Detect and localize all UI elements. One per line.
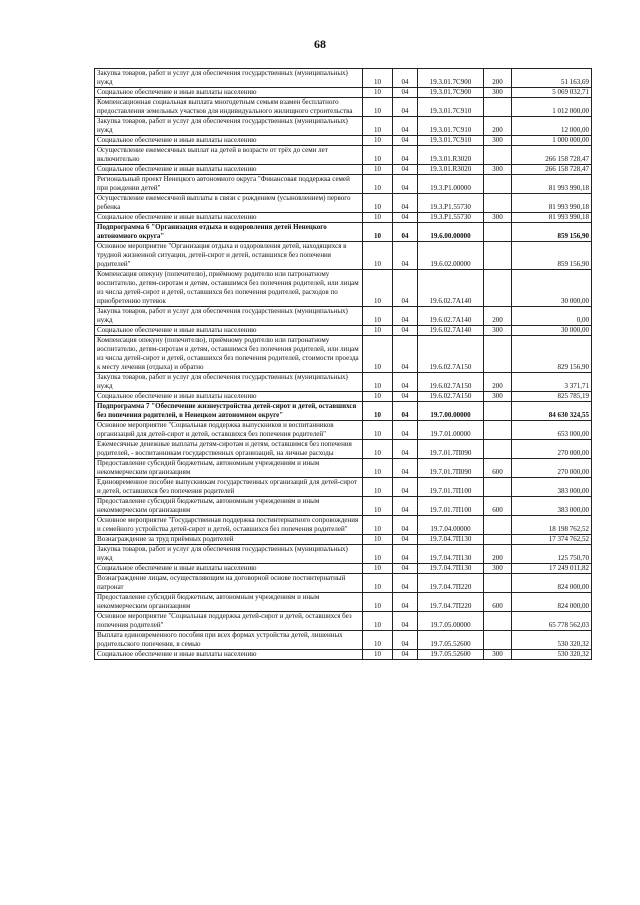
amount-cell: 0,00 xyxy=(512,307,592,326)
row-name-cell: Закупка товаров, работ и услуг для обеспечения государственных (муниципальных) нужд xyxy=(95,373,363,392)
row-name-cell: Осуществление ежемесячных выплат на детей в возрасте от трёх до семи лет включительно xyxy=(95,146,363,165)
section-cell: 10 xyxy=(363,535,393,545)
amount-cell: 530 320,32 xyxy=(512,650,592,660)
subsection-cell: 04 xyxy=(393,631,418,650)
expense-type-cell xyxy=(484,421,512,440)
table-row xyxy=(95,223,592,242)
expense-type-cell: 300 xyxy=(484,650,512,660)
subsection-cell: 04 xyxy=(393,440,418,459)
expense-type-cell xyxy=(484,270,512,307)
section-cell: 10 xyxy=(363,478,393,497)
table-row xyxy=(95,69,592,88)
amount-cell: 84 630 324,55 xyxy=(512,402,592,421)
section-cell: 10 xyxy=(363,242,393,270)
table-row xyxy=(95,631,592,650)
target-code-cell: 19.7.04.7П220 xyxy=(418,574,484,593)
target-code-cell: 19.7.00.00000 xyxy=(418,402,484,421)
amount-cell: 383 000,00 xyxy=(512,497,592,516)
subsection-cell: 04 xyxy=(393,223,418,242)
table-row xyxy=(95,650,592,660)
section-cell: 10 xyxy=(363,270,393,307)
row-name-cell: Социальное обеспечение и иные выплаты населению xyxy=(95,392,363,402)
row-name-cell: Подпрограмма 7 "Обеспечение жизнеустройства детей-сирот и детей, оставшихся без попечения родителей, в Ненецком автономном округе" xyxy=(95,402,363,421)
amount-cell: 383 000,00 xyxy=(512,478,592,497)
row-name-cell: Вознаграждение за труд приёмных родителей xyxy=(95,535,363,545)
amount-cell: 270 000,00 xyxy=(512,459,592,478)
target-code-cell: 19.6.02.7А150 xyxy=(418,373,484,392)
table-row xyxy=(95,88,592,98)
amount-cell: 1 012 000,00 xyxy=(512,98,592,117)
expense-type-cell xyxy=(484,175,512,194)
table-row xyxy=(95,98,592,117)
section-cell: 10 xyxy=(363,545,393,564)
amount-cell: 17 374 762,52 xyxy=(512,535,592,545)
table-row xyxy=(95,270,592,307)
table-row xyxy=(95,242,592,270)
subsection-cell: 04 xyxy=(393,213,418,223)
subsection-cell: 04 xyxy=(393,146,418,165)
expense-type-cell: 200 xyxy=(484,117,512,136)
section-cell: 10 xyxy=(363,98,393,117)
table-row xyxy=(95,459,592,478)
target-code-cell: 19.3.01.7С910 xyxy=(418,136,484,146)
section-cell: 10 xyxy=(363,175,393,194)
expense-type-cell xyxy=(484,535,512,545)
amount-cell: 17 249 011,82 xyxy=(512,564,592,574)
table-row xyxy=(95,497,592,516)
target-code-cell: 19.6.02.7А150 xyxy=(418,336,484,373)
subsection-cell: 04 xyxy=(393,421,418,440)
table-row xyxy=(95,402,592,421)
section-cell: 10 xyxy=(363,593,393,612)
amount-cell: 81 993 990,18 xyxy=(512,175,592,194)
row-name-cell: Закупка товаров, работ и услуг для обеспечения государственных (муниципальных) нужд xyxy=(95,307,363,326)
section-cell: 10 xyxy=(363,564,393,574)
table-row xyxy=(95,165,592,175)
target-code-cell: 19.6.02.00000 xyxy=(418,242,484,270)
target-code-cell: 19.6.02.7А150 xyxy=(418,392,484,402)
section-cell: 10 xyxy=(363,213,393,223)
subsection-cell: 04 xyxy=(393,497,418,516)
row-name-cell: Компенсационная социальная выплата многодетным семьям взамен бесплатного предоставления земельных участков для индивидуального жилищного строительства xyxy=(95,98,363,117)
section-cell: 10 xyxy=(363,440,393,459)
expense-type-cell xyxy=(484,98,512,117)
target-code-cell: 19.6.02.7А140 xyxy=(418,307,484,326)
row-name-cell: Ежемесячные денежные выплаты детям-сиротам и детям, оставшимся без попечения родителей, - воспитанникам государственных организаций, на личные расходы xyxy=(95,440,363,459)
amount-cell: 653 000,00 xyxy=(512,421,592,440)
subsection-cell: 04 xyxy=(393,545,418,564)
expense-type-cell xyxy=(484,574,512,593)
amount-cell: 30 000,00 xyxy=(512,270,592,307)
section-cell: 10 xyxy=(363,373,393,392)
row-name-cell: Выплата единовременного пособия при всех формах устройства детей, лишенных родительского попечения, в семью xyxy=(95,631,363,650)
subsection-cell: 04 xyxy=(393,326,418,336)
section-cell: 10 xyxy=(363,402,393,421)
amount-cell: 81 993 990,18 xyxy=(512,213,592,223)
target-code-cell: 19.7.05.52600 xyxy=(418,631,484,650)
subsection-cell: 04 xyxy=(393,593,418,612)
target-code-cell: 19.7.04.7П130 xyxy=(418,545,484,564)
subsection-cell: 04 xyxy=(393,194,418,213)
subsection-cell: 04 xyxy=(393,165,418,175)
row-name-cell: Вознаграждение лицам, осуществляющим на договорной основе постинтернатный патронат xyxy=(95,574,363,593)
section-cell: 10 xyxy=(363,165,393,175)
target-code-cell: 19.7.05.52600 xyxy=(418,650,484,660)
table-row xyxy=(95,612,592,631)
target-code-cell: 19.7.01.7П100 xyxy=(418,478,484,497)
table-row xyxy=(95,516,592,535)
subsection-cell: 04 xyxy=(393,650,418,660)
section-cell: 10 xyxy=(363,497,393,516)
table-row xyxy=(95,421,592,440)
expense-type-cell: 200 xyxy=(484,545,512,564)
subsection-cell: 04 xyxy=(393,270,418,307)
section-cell: 10 xyxy=(363,223,393,242)
expense-type-cell: 300 xyxy=(484,564,512,574)
row-name-cell: Основное мероприятие "Социальная поддержка выпускников и воспитанников организаций для детей-сирот и детей, оставшихся без попечения родителей" xyxy=(95,421,363,440)
row-name-cell: Социальное обеспечение и иные выплаты населению xyxy=(95,564,363,574)
row-name-cell: Единовременное пособие выпускникам государственных организаций для детей-сирот и детей, оставшихся без попечения родителей xyxy=(95,478,363,497)
subsection-cell: 04 xyxy=(393,307,418,326)
subsection-cell: 04 xyxy=(393,98,418,117)
row-name-cell: Социальное обеспечение и иные выплаты населению xyxy=(95,165,363,175)
amount-cell: 30 000,00 xyxy=(512,326,592,336)
row-name-cell: Социальное обеспечение и иные выплаты населению xyxy=(95,326,363,336)
subsection-cell: 04 xyxy=(393,69,418,88)
amount-cell: 266 158 728,47 xyxy=(512,165,592,175)
subsection-cell: 04 xyxy=(393,88,418,98)
section-cell: 10 xyxy=(363,650,393,660)
target-code-cell: 19.7.04.7П130 xyxy=(418,535,484,545)
target-code-cell: 19.7.01.00000 xyxy=(418,421,484,440)
subsection-cell: 04 xyxy=(393,392,418,402)
section-cell: 10 xyxy=(363,574,393,593)
expense-type-cell xyxy=(484,336,512,373)
amount-cell: 530 320,32 xyxy=(512,631,592,650)
table-row xyxy=(95,117,592,136)
subsection-cell: 04 xyxy=(393,336,418,373)
target-code-cell: 19.7.01.7П090 xyxy=(418,459,484,478)
target-code-cell: 19.3.01.7С910 xyxy=(418,98,484,117)
table-row xyxy=(95,535,592,545)
subsection-cell: 04 xyxy=(393,612,418,631)
expense-type-cell xyxy=(484,242,512,270)
row-name-cell: Социальное обеспечение и иные выплаты населению xyxy=(95,136,363,146)
target-code-cell: 19.3.P1.00000 xyxy=(418,175,484,194)
row-name-cell: Предоставление субсидий бюджетным, автономным учреждениям и иным некоммерческим организациям xyxy=(95,593,363,612)
row-name-cell: Предоставление субсидий бюджетным, автономным учреждениям и иным некоммерческим организациям xyxy=(95,459,363,478)
expense-type-cell xyxy=(484,402,512,421)
amount-cell: 824 000,00 xyxy=(512,593,592,612)
amount-cell: 825 785,19 xyxy=(512,392,592,402)
row-name-cell: Региональный проект Ненецкого автономного округа "Финансовая поддержка семей при рождении детей" xyxy=(95,175,363,194)
expense-type-cell xyxy=(484,223,512,242)
expense-type-cell xyxy=(484,478,512,497)
section-cell: 10 xyxy=(363,392,393,402)
section-cell: 10 xyxy=(363,194,393,213)
amount-cell: 3 371,71 xyxy=(512,373,592,392)
subsection-cell: 04 xyxy=(393,117,418,136)
subsection-cell: 04 xyxy=(393,535,418,545)
section-cell: 10 xyxy=(363,117,393,136)
target-code-cell: 19.3.P1.55730 xyxy=(418,194,484,213)
amount-cell: 1 000 000,00 xyxy=(512,136,592,146)
table-row xyxy=(95,146,592,165)
amount-cell: 81 993 990,18 xyxy=(512,194,592,213)
subsection-cell: 04 xyxy=(393,136,418,146)
target-code-cell: 19.7.01.7П100 xyxy=(418,497,484,516)
table-row xyxy=(95,392,592,402)
target-code-cell: 19.3.01.7С900 xyxy=(418,88,484,98)
target-code-cell: 19.7.04.00000 xyxy=(418,516,484,535)
table-row xyxy=(95,440,592,459)
expense-type-cell: 300 xyxy=(484,165,512,175)
row-name-cell: Осуществление ежемесячной выплаты в связи с рождением (усыновлением) первого ребенка xyxy=(95,194,363,213)
target-code-cell: 19.3.01.R3020 xyxy=(418,165,484,175)
subsection-cell: 04 xyxy=(393,402,418,421)
table-row xyxy=(95,213,592,223)
expense-type-cell xyxy=(484,631,512,650)
table-row xyxy=(95,307,592,326)
target-code-cell: 19.7.04.7П220 xyxy=(418,593,484,612)
subsection-cell: 04 xyxy=(393,242,418,270)
subsection-cell: 04 xyxy=(393,478,418,497)
table-row xyxy=(95,373,592,392)
row-name-cell: Подпрограмма 6 "Организация отдыха и оздоровления детей Ненецкого автономного округа" xyxy=(95,223,363,242)
section-cell: 10 xyxy=(363,146,393,165)
table-row xyxy=(95,545,592,564)
expense-type-cell: 300 xyxy=(484,326,512,336)
amount-cell: 18 198 762,52 xyxy=(512,516,592,535)
table-row xyxy=(95,478,592,497)
section-cell: 10 xyxy=(363,69,393,88)
row-name-cell: Предоставление субсидий бюджетным, автономным учреждениям и иным некоммерческим организациям xyxy=(95,497,363,516)
row-name-cell: Компенсация опекуну (попечителю), приёмному родителю или патронатному воспитателю, детям-сиротам и детям, оставшимся без попечения родителей, или лицам из числа детей-сирот и детей, оставшихся без попечения родителей, стоимости проезда к месту лечения (отдыха) и обратно xyxy=(95,336,363,373)
table-row xyxy=(95,194,592,213)
expense-type-cell: 200 xyxy=(484,373,512,392)
target-code-cell: 19.7.05.00000 xyxy=(418,612,484,631)
budget-table-body xyxy=(95,69,592,660)
table-row xyxy=(95,336,592,373)
expense-type-cell xyxy=(484,194,512,213)
section-cell: 10 xyxy=(363,459,393,478)
subsection-cell: 04 xyxy=(393,459,418,478)
budget-table xyxy=(94,68,592,660)
amount-cell: 51 163,69 xyxy=(512,69,592,88)
section-cell: 10 xyxy=(363,136,393,146)
amount-cell: 266 158 728,47 xyxy=(512,146,592,165)
subsection-cell: 04 xyxy=(393,564,418,574)
amount-cell: 65 778 562,03 xyxy=(512,612,592,631)
target-code-cell: 19.3.P1.55730 xyxy=(418,213,484,223)
row-name-cell: Основное мероприятие "Государственная поддержка постинтернатного сопровождения и семейного устройства детей-сирот и детей, оставшихся без попечения родителей" xyxy=(95,516,363,535)
section-cell: 10 xyxy=(363,336,393,373)
row-name-cell: Компенсация опекуну (попечителю), приёмному родителю или патронатному воспитателю, детям-сиротам и детям, оставшимся без попечения родителей, или лицам из числа детей-сирот и детей, оставшихся без попечения родителей, расходов по приобретению путевок xyxy=(95,270,363,307)
expense-type-cell: 600 xyxy=(484,459,512,478)
amount-cell: 859 156,90 xyxy=(512,242,592,270)
section-cell: 10 xyxy=(363,307,393,326)
row-name-cell: Социальное обеспечение и иные выплаты населению xyxy=(95,650,363,660)
amount-cell: 12 000,00 xyxy=(512,117,592,136)
section-cell: 10 xyxy=(363,631,393,650)
section-cell: 10 xyxy=(363,88,393,98)
target-code-cell: 19.6.02.7А140 xyxy=(418,326,484,336)
target-code-cell: 19.3.01.7С910 xyxy=(418,117,484,136)
expense-type-cell: 200 xyxy=(484,307,512,326)
row-name-cell: Основное мероприятие "Организация отдыха и оздоровления детей, находящихся в трудной жизненной ситуации, детей-сирот и детей, оставшихся без попечения родителей" xyxy=(95,242,363,270)
section-cell: 10 xyxy=(363,326,393,336)
expense-type-cell: 300 xyxy=(484,213,512,223)
amount-cell: 270 000,00 xyxy=(512,440,592,459)
target-code-cell: 19.6.00.00000 xyxy=(418,223,484,242)
expense-type-cell: 300 xyxy=(484,88,512,98)
amount-cell: 859 156,90 xyxy=(512,223,592,242)
expense-type-cell xyxy=(484,612,512,631)
expense-type-cell xyxy=(484,146,512,165)
target-code-cell: 19.7.01.7П090 xyxy=(418,440,484,459)
table-row xyxy=(95,136,592,146)
table-row xyxy=(95,593,592,612)
table-row xyxy=(95,326,592,336)
row-name-cell: Закупка товаров, работ и услуг для обеспечения государственных (муниципальных) нужд xyxy=(95,545,363,564)
expense-type-cell xyxy=(484,440,512,459)
target-code-cell: 19.6.02.7А140 xyxy=(418,270,484,307)
expense-type-cell: 300 xyxy=(484,392,512,402)
subsection-cell: 04 xyxy=(393,574,418,593)
expense-type-cell: 300 xyxy=(484,136,512,146)
section-cell: 10 xyxy=(363,612,393,631)
expense-type-cell xyxy=(484,516,512,535)
page-number: 68 xyxy=(314,37,326,51)
amount-cell: 5 069 032,71 xyxy=(512,88,592,98)
amount-cell: 125 750,70 xyxy=(512,545,592,564)
subsection-cell: 04 xyxy=(393,175,418,194)
row-name-cell: Основное мероприятие "Социальная поддержка детей-сирот и детей, оставшихся без попечения родителей" xyxy=(95,612,363,631)
subsection-cell: 04 xyxy=(393,516,418,535)
table-row xyxy=(95,175,592,194)
subsection-cell: 04 xyxy=(393,373,418,392)
row-name-cell: Социальное обеспечение и иные выплаты населению xyxy=(95,88,363,98)
expense-type-cell: 600 xyxy=(484,593,512,612)
expense-type-cell: 200 xyxy=(484,69,512,88)
target-code-cell: 19.3.01.7С900 xyxy=(418,69,484,88)
row-name-cell: Закупка товаров, работ и услуг для обеспечения государственных (муниципальных) нужд xyxy=(95,117,363,136)
target-code-cell: 19.7.04.7П130 xyxy=(418,564,484,574)
row-name-cell: Социальное обеспечение и иные выплаты населению xyxy=(95,213,363,223)
amount-cell: 824 000,00 xyxy=(512,574,592,593)
expense-type-cell: 600 xyxy=(484,497,512,516)
table-row xyxy=(95,564,592,574)
amount-cell: 829 156,90 xyxy=(512,336,592,373)
row-name-cell: Закупка товаров, работ и услуг для обеспечения государственных (муниципальных) нужд xyxy=(95,69,363,88)
table-row xyxy=(95,574,592,593)
target-code-cell: 19.3.01.R3020 xyxy=(418,146,484,165)
section-cell: 10 xyxy=(363,421,393,440)
section-cell: 10 xyxy=(363,516,393,535)
